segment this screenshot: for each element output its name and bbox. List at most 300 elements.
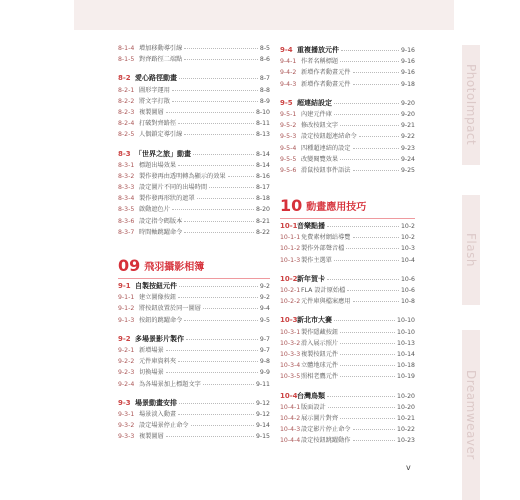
- dot-leader: [340, 354, 395, 355]
- entry-title: 增加移動導引線: [139, 45, 183, 52]
- entry-title: 設定按鈕超連結命令: [301, 133, 357, 141]
- side-tab-label: Flash: [464, 233, 478, 267]
- toc-entry: [118, 367, 270, 378]
- entry-page: 10-22: [397, 426, 415, 434]
- entry-page: 9-20: [400, 110, 415, 118]
- dot-leader: [327, 396, 395, 397]
- entry-page: 10-8: [400, 298, 415, 306]
- entry-number: 9-1-3: [118, 316, 135, 324]
- entry-page: 8-7: [259, 75, 270, 83]
- entry-page: 10-20: [397, 403, 415, 411]
- entry-page: 10-3: [400, 245, 415, 253]
- entry-title: 製作發再由透明轉為顯示的效果: [139, 172, 226, 180]
- toc-entry: [280, 424, 415, 435]
- entry-page: 10-10: [397, 328, 415, 336]
- entry-title: 複製按鈕元件: [301, 350, 339, 358]
- entry-title: 元件庫與檔案應用: [301, 298, 351, 306]
- entry-number: 8-3-1: [118, 161, 135, 169]
- header-band: [74, 0, 454, 30]
- dot-leader: [341, 50, 399, 51]
- entry-title: 為各場景加上標題文字: [139, 380, 201, 388]
- dot-leader: [179, 78, 258, 79]
- side-tab-label: PhotoImpact: [464, 64, 478, 146]
- entry-page: 8-11: [255, 120, 270, 128]
- entry-page: 9-8: [259, 358, 270, 366]
- entry-number: 9-2-3: [118, 369, 135, 377]
- entry-title: 新年賀卡: [297, 274, 325, 283]
- toc-entry: [280, 338, 415, 349]
- entry-number: 9-5: [280, 98, 293, 107]
- toc-entry: [118, 379, 270, 390]
- entry-number: 8-3: [118, 149, 131, 158]
- entry-number: 10-4-4: [280, 437, 301, 445]
- toc-section-entry: [280, 98, 415, 109]
- dot-leader: [178, 165, 254, 166]
- entry-number: 10-4-1: [280, 403, 301, 411]
- entry-page: 9-7: [259, 335, 270, 343]
- toc-right-column: [280, 43, 415, 446]
- toc-entry: [118, 182, 270, 193]
- entry-title: 四種超連結的設定: [301, 144, 351, 152]
- entry-title: 製作發再形狀的遮罩: [139, 195, 195, 203]
- dot-leader: [346, 248, 399, 249]
- entry-page: 8-20: [255, 206, 270, 214]
- toc-right-list: [280, 45, 415, 176]
- dot-leader: [172, 101, 258, 102]
- entry-number: 10-2: [280, 274, 298, 283]
- entry-page: 9-22: [400, 133, 415, 141]
- dot-leader: [184, 48, 258, 49]
- toc-section-entry: [280, 45, 415, 56]
- entry-title: 新北市大賽: [297, 316, 332, 325]
- entry-page: 10-6: [400, 287, 415, 294]
- toc-entry: [280, 154, 415, 165]
- entry-number: 10-4-2: [280, 414, 301, 422]
- side-tab-strip: [462, 45, 520, 500]
- dot-leader: [166, 436, 254, 437]
- entry-page: 9-2: [259, 283, 270, 290]
- entry-title: 免費素材網站導覽: [301, 234, 351, 242]
- entry-page: 9-12: [255, 399, 270, 407]
- dot-leader: [203, 384, 254, 385]
- chapter-divider: [118, 278, 270, 279]
- dot-leader: [327, 279, 399, 280]
- toc-entry: [118, 292, 270, 303]
- dot-leader: [178, 123, 254, 124]
- entry-page: 8-16: [255, 172, 270, 180]
- toc-section-entry: [118, 398, 270, 409]
- entry-page: 9-24: [400, 155, 415, 163]
- dot-leader: [203, 308, 258, 309]
- dot-leader: [327, 226, 399, 227]
- entry-page: 8-14: [255, 150, 270, 158]
- entry-number: 9-2-1: [118, 346, 135, 354]
- entry-page: 9-7: [259, 346, 270, 354]
- entry-number: 9-5-3: [280, 133, 297, 141]
- toc-left-column: [118, 43, 270, 442]
- dot-leader: [340, 125, 399, 126]
- toc-entry: [280, 413, 415, 424]
- entry-title: 複製圖層: [139, 108, 164, 116]
- dot-leader: [178, 297, 258, 298]
- toc-entry: [280, 131, 415, 142]
- entry-title: 人偶鎖定導引線: [139, 131, 183, 139]
- dot-leader: [340, 343, 395, 344]
- entry-title: 「世界之旅」動畫: [135, 149, 191, 158]
- entry-number: 9-3-1: [118, 410, 135, 418]
- entry-page: 9-16: [400, 58, 415, 66]
- entry-title: 超連結設定: [297, 98, 332, 107]
- entry-page: 8-8: [259, 86, 270, 94]
- entry-number: 9-2-4: [118, 380, 135, 388]
- toc-entry: [280, 402, 415, 413]
- dot-leader: [228, 176, 254, 177]
- dot-leader: [172, 209, 254, 210]
- entry-title: 設定指令碼版本: [139, 217, 183, 225]
- entry-page: 10-6: [400, 275, 415, 283]
- entry-title: 打破對齊路徑: [139, 120, 177, 128]
- entry-number: 10-2-2: [280, 298, 301, 306]
- entry-title: 場景動畫安排: [135, 398, 177, 407]
- toc-entry: [118, 216, 270, 227]
- toc-entry: [118, 227, 270, 238]
- dot-leader: [340, 376, 395, 377]
- toc-entry: [280, 120, 415, 131]
- entry-number: 10-3-5: [280, 373, 301, 381]
- entry-page: 9-21: [400, 122, 415, 130]
- dot-leader: [197, 198, 254, 199]
- entry-number: 8-3-5: [118, 206, 135, 214]
- entry-number: 8-3-4: [118, 195, 135, 203]
- entry-page: 10-23: [397, 437, 415, 445]
- entry-page: 10-2: [400, 223, 415, 231]
- entry-page: 10-19: [397, 373, 415, 381]
- entry-title: 複製圖層: [139, 433, 164, 441]
- entry-title: 版面設計: [301, 403, 326, 411]
- entry-page: 9-9: [259, 369, 270, 377]
- entry-title: 場景淡入動畫: [139, 410, 177, 418]
- entry-title: 展示圖片對齊: [301, 414, 339, 422]
- entry-number: 10-1-3: [280, 256, 301, 264]
- entry-number: 9-4: [280, 46, 293, 54]
- entry-number: 10-4-3: [280, 426, 301, 434]
- dot-leader: [191, 425, 254, 426]
- entry-number: 9-5-2: [280, 122, 297, 130]
- chapter-title: 飛羽攝影相簿: [144, 261, 205, 273]
- entry-page: 10-20: [397, 392, 415, 400]
- entry-page: 8-6: [259, 56, 270, 64]
- entry-title: 啟動遮色片: [139, 206, 170, 214]
- chapter-divider: [280, 218, 415, 219]
- entry-number: 10-3-1: [280, 328, 301, 336]
- entry-number: 9-5-6: [280, 166, 297, 174]
- toc-section-entry: [280, 315, 415, 326]
- dot-leader: [347, 290, 399, 291]
- toc-entry: [280, 285, 415, 296]
- entry-page: 9-11: [255, 380, 270, 388]
- toc-entry: [118, 160, 270, 171]
- entry-title: 製作外部聲音檔: [301, 245, 345, 253]
- entry-title: 時間軸跳躍命令: [139, 228, 183, 236]
- dot-leader: [184, 232, 254, 233]
- entry-page: 9-18: [400, 80, 415, 88]
- dot-leader: [353, 440, 396, 441]
- toc-entry: [118, 409, 270, 420]
- entry-number: 10-1: [280, 222, 298, 231]
- entry-number: 9-5-4: [280, 144, 297, 152]
- entry-title: 滑鼠按鈕事件語法: [301, 166, 351, 174]
- dot-leader: [179, 403, 254, 404]
- side-tab-label: Dreamweaver: [464, 370, 478, 460]
- toc-section-entry: [280, 274, 415, 285]
- entry-title: 圖形字運用: [139, 86, 170, 94]
- entry-number: 9-3-2: [118, 422, 135, 430]
- chapter-number: 09: [118, 255, 141, 275]
- toc-entry: [280, 243, 415, 254]
- toc-entry: [280, 435, 415, 446]
- entry-page: 9-23: [400, 144, 415, 152]
- entry-title: 設定圖片不同的出場時間: [139, 184, 208, 192]
- entry-page: 9-20: [400, 99, 415, 107]
- entry-number: 9-4-2: [280, 69, 297, 77]
- entry-page: 10-14: [397, 350, 415, 358]
- entry-page: 9-14: [255, 422, 270, 430]
- entry-page: 8-10: [255, 108, 270, 116]
- entry-page: 8-21: [255, 217, 270, 225]
- entry-number: 8-2: [118, 74, 131, 83]
- entry-number: 8-2-5: [118, 131, 135, 139]
- dot-leader: [209, 187, 254, 188]
- entry-page: 9-15: [255, 433, 270, 441]
- entry-page: 9-5: [259, 316, 270, 324]
- dot-leader: [193, 154, 254, 155]
- dot-leader: [184, 221, 254, 222]
- toc-entry: [280, 143, 415, 154]
- dot-leader: [334, 114, 399, 115]
- entry-page: 8-22: [255, 228, 270, 236]
- entry-page: 8-5: [259, 45, 270, 52]
- entry-number: 9-3-3: [118, 433, 135, 441]
- entry-number: 9-4-1: [280, 58, 297, 66]
- entry-title: 設定影片停止命令: [301, 426, 351, 434]
- chapter-title: 動畫應用技巧: [306, 201, 367, 213]
- entry-page: 9-2: [259, 294, 270, 302]
- dot-leader: [340, 332, 395, 333]
- entry-page: 9-16: [400, 69, 415, 77]
- dot-leader: [184, 134, 254, 135]
- entry-title: 多場景影片製作: [135, 334, 184, 343]
- entry-page: 8-9: [259, 97, 270, 105]
- toc-chapter-9-list: [118, 281, 270, 442]
- toc-entry: [280, 371, 415, 382]
- toc-entry: [280, 327, 415, 338]
- entry-number: 8-2-1: [118, 86, 135, 94]
- entry-number: 8-3-6: [118, 217, 135, 225]
- toc-entry: [118, 345, 270, 356]
- entry-number: 10-2-1: [280, 287, 301, 294]
- entry-title: 將文字打散: [139, 97, 170, 105]
- entry-number: 8-1-4: [118, 45, 135, 52]
- dot-leader: [166, 350, 258, 351]
- toc-entry: [280, 360, 415, 371]
- toc-entry: [118, 107, 270, 118]
- entry-title: 設定場景停止命令: [139, 422, 189, 430]
- entry-number: 10-3-3: [280, 350, 301, 358]
- dot-leader: [186, 339, 258, 340]
- entry-number: 9-1-2: [118, 305, 135, 313]
- toc-entry: [118, 193, 270, 204]
- dot-leader: [340, 159, 399, 160]
- dot-leader: [184, 320, 258, 321]
- toc-section-entry: [118, 281, 270, 292]
- entry-number: 8-2-2: [118, 97, 135, 105]
- chapter-number: 10: [280, 195, 303, 215]
- dot-leader: [328, 407, 395, 408]
- toc-entry: [280, 79, 415, 90]
- entry-title: 愛心路徑動畫: [135, 74, 177, 83]
- entry-title: 新增作者動畫元件: [301, 80, 351, 88]
- entry-page: 10-2: [400, 234, 415, 242]
- toc-entry: [118, 43, 270, 54]
- dot-leader: [334, 103, 399, 104]
- toc-section-entry: [118, 149, 270, 160]
- entry-title: 將按鈕放置於同一圖層: [139, 305, 201, 313]
- entry-number: 8-3-2: [118, 172, 135, 180]
- entry-page: 9-12: [255, 410, 270, 418]
- dot-leader: [340, 365, 395, 366]
- dot-leader: [166, 372, 258, 373]
- entry-number: 8-3-3: [118, 184, 135, 192]
- dot-leader: [353, 237, 399, 238]
- entry-page: 8-13: [255, 131, 270, 139]
- entry-page: 10-13: [397, 339, 415, 347]
- entry-title: 音樂點播: [297, 222, 325, 231]
- entry-number: 9-5-1: [280, 110, 297, 118]
- dot-leader: [178, 414, 254, 415]
- entry-number: 10-3: [280, 316, 298, 325]
- entry-title: 台灣鳥類: [297, 391, 325, 400]
- entry-title: 自製按鈕元件: [135, 282, 177, 290]
- dot-leader: [353, 301, 399, 302]
- dot-leader: [178, 361, 258, 362]
- dot-leader: [340, 418, 395, 419]
- dot-leader: [353, 429, 396, 430]
- entry-title: 製作隱藏按鈕: [301, 328, 339, 336]
- toc-entry: [118, 85, 270, 96]
- entry-title: 按鈕的跳躍命令: [139, 316, 183, 324]
- entry-title: 製作主選單: [301, 256, 332, 264]
- toc-entry: [118, 129, 270, 140]
- entry-title: 建立圖像按鈕: [139, 294, 177, 302]
- entry-number: 8-3-7: [118, 228, 135, 236]
- entry-title: 內建元件庫: [301, 110, 332, 118]
- entry-title: 修改按鈕文字: [301, 122, 339, 130]
- entry-title: 元件庫資料夾: [139, 358, 177, 366]
- entry-number: 9-1-1: [118, 294, 135, 302]
- toc-section-entry: [280, 391, 415, 402]
- entry-page: 10-10: [397, 317, 415, 325]
- toc-entry: [280, 109, 415, 120]
- entry-title: 對齊路徑二端點: [139, 56, 183, 64]
- chapter-heading: [280, 194, 415, 216]
- toc-section-entry: [118, 73, 270, 84]
- entry-title: FLA 設計原始檔: [301, 287, 346, 294]
- toc-entry: [280, 56, 415, 67]
- toc-entry: [118, 303, 270, 314]
- toc-entry: [118, 204, 270, 215]
- entry-number: 9-2: [118, 334, 131, 343]
- entry-number: 8-2-4: [118, 120, 135, 128]
- entry-title: 新增場景: [139, 346, 164, 354]
- toc-entry: [280, 349, 415, 360]
- entry-number: 10-4: [280, 391, 298, 400]
- toc-entry: [280, 255, 415, 266]
- entry-number: 8-2-3: [118, 108, 135, 116]
- toc-entry: [118, 54, 270, 65]
- entry-number: 9-5-5: [280, 155, 297, 163]
- entry-page: 8-17: [255, 184, 270, 192]
- toc-entry: [118, 315, 270, 326]
- entry-title: 標題出場效果: [139, 161, 177, 169]
- entry-page: 8-14: [255, 161, 270, 169]
- toc-section-entry: [118, 334, 270, 345]
- entry-title: 立體地球元件: [301, 362, 339, 370]
- entry-page: 9-16: [400, 47, 415, 54]
- dot-leader: [334, 260, 399, 261]
- toc-entry: [280, 67, 415, 78]
- entry-title: 設定按鈕跳躍動作: [301, 437, 351, 445]
- dot-leader: [166, 112, 254, 113]
- entry-number: 10-1-1: [280, 234, 301, 242]
- entry-number: 9-1: [118, 282, 131, 290]
- entry-title: 切換場景: [139, 369, 164, 377]
- toc-entry: [118, 431, 270, 442]
- entry-title: 滑入展示照片: [301, 339, 339, 347]
- entry-page: 9-4: [259, 305, 270, 313]
- dot-leader: [179, 286, 258, 287]
- dot-leader: [340, 61, 399, 62]
- entry-number: 9-4-3: [280, 80, 297, 88]
- dot-leader: [353, 84, 399, 85]
- toc-chapter-10-list: [280, 221, 415, 446]
- entry-number: 9-2-2: [118, 358, 135, 366]
- dot-leader: [184, 59, 258, 60]
- toc-entry: [280, 296, 415, 307]
- toc-entry: [118, 420, 270, 431]
- entry-page: 10-4: [400, 256, 415, 264]
- toc-entry: [280, 165, 415, 176]
- entry-number: 10-3-4: [280, 362, 301, 370]
- toc-entry: [118, 171, 270, 182]
- page-number: v: [406, 463, 411, 472]
- entry-title: 作者名稱標題: [301, 58, 339, 66]
- dot-leader: [172, 90, 258, 91]
- entry-title: 新增作者動畫元件: [301, 69, 351, 77]
- toc-left-list: [118, 43, 270, 238]
- entry-page: 10-18: [397, 362, 415, 370]
- entry-page: 10-21: [397, 414, 415, 422]
- dot-leader: [359, 136, 399, 137]
- entry-number: 9-3: [118, 398, 131, 407]
- dot-leader: [353, 170, 399, 171]
- entry-title: 照相老鷹元件: [301, 373, 339, 381]
- entry-page: 8-18: [255, 195, 270, 203]
- entry-title: 改變閱覽效果: [301, 155, 339, 163]
- toc-entry: [280, 232, 415, 243]
- toc-entry: [118, 118, 270, 129]
- dot-leader: [334, 320, 395, 321]
- toc-entry: [118, 356, 270, 367]
